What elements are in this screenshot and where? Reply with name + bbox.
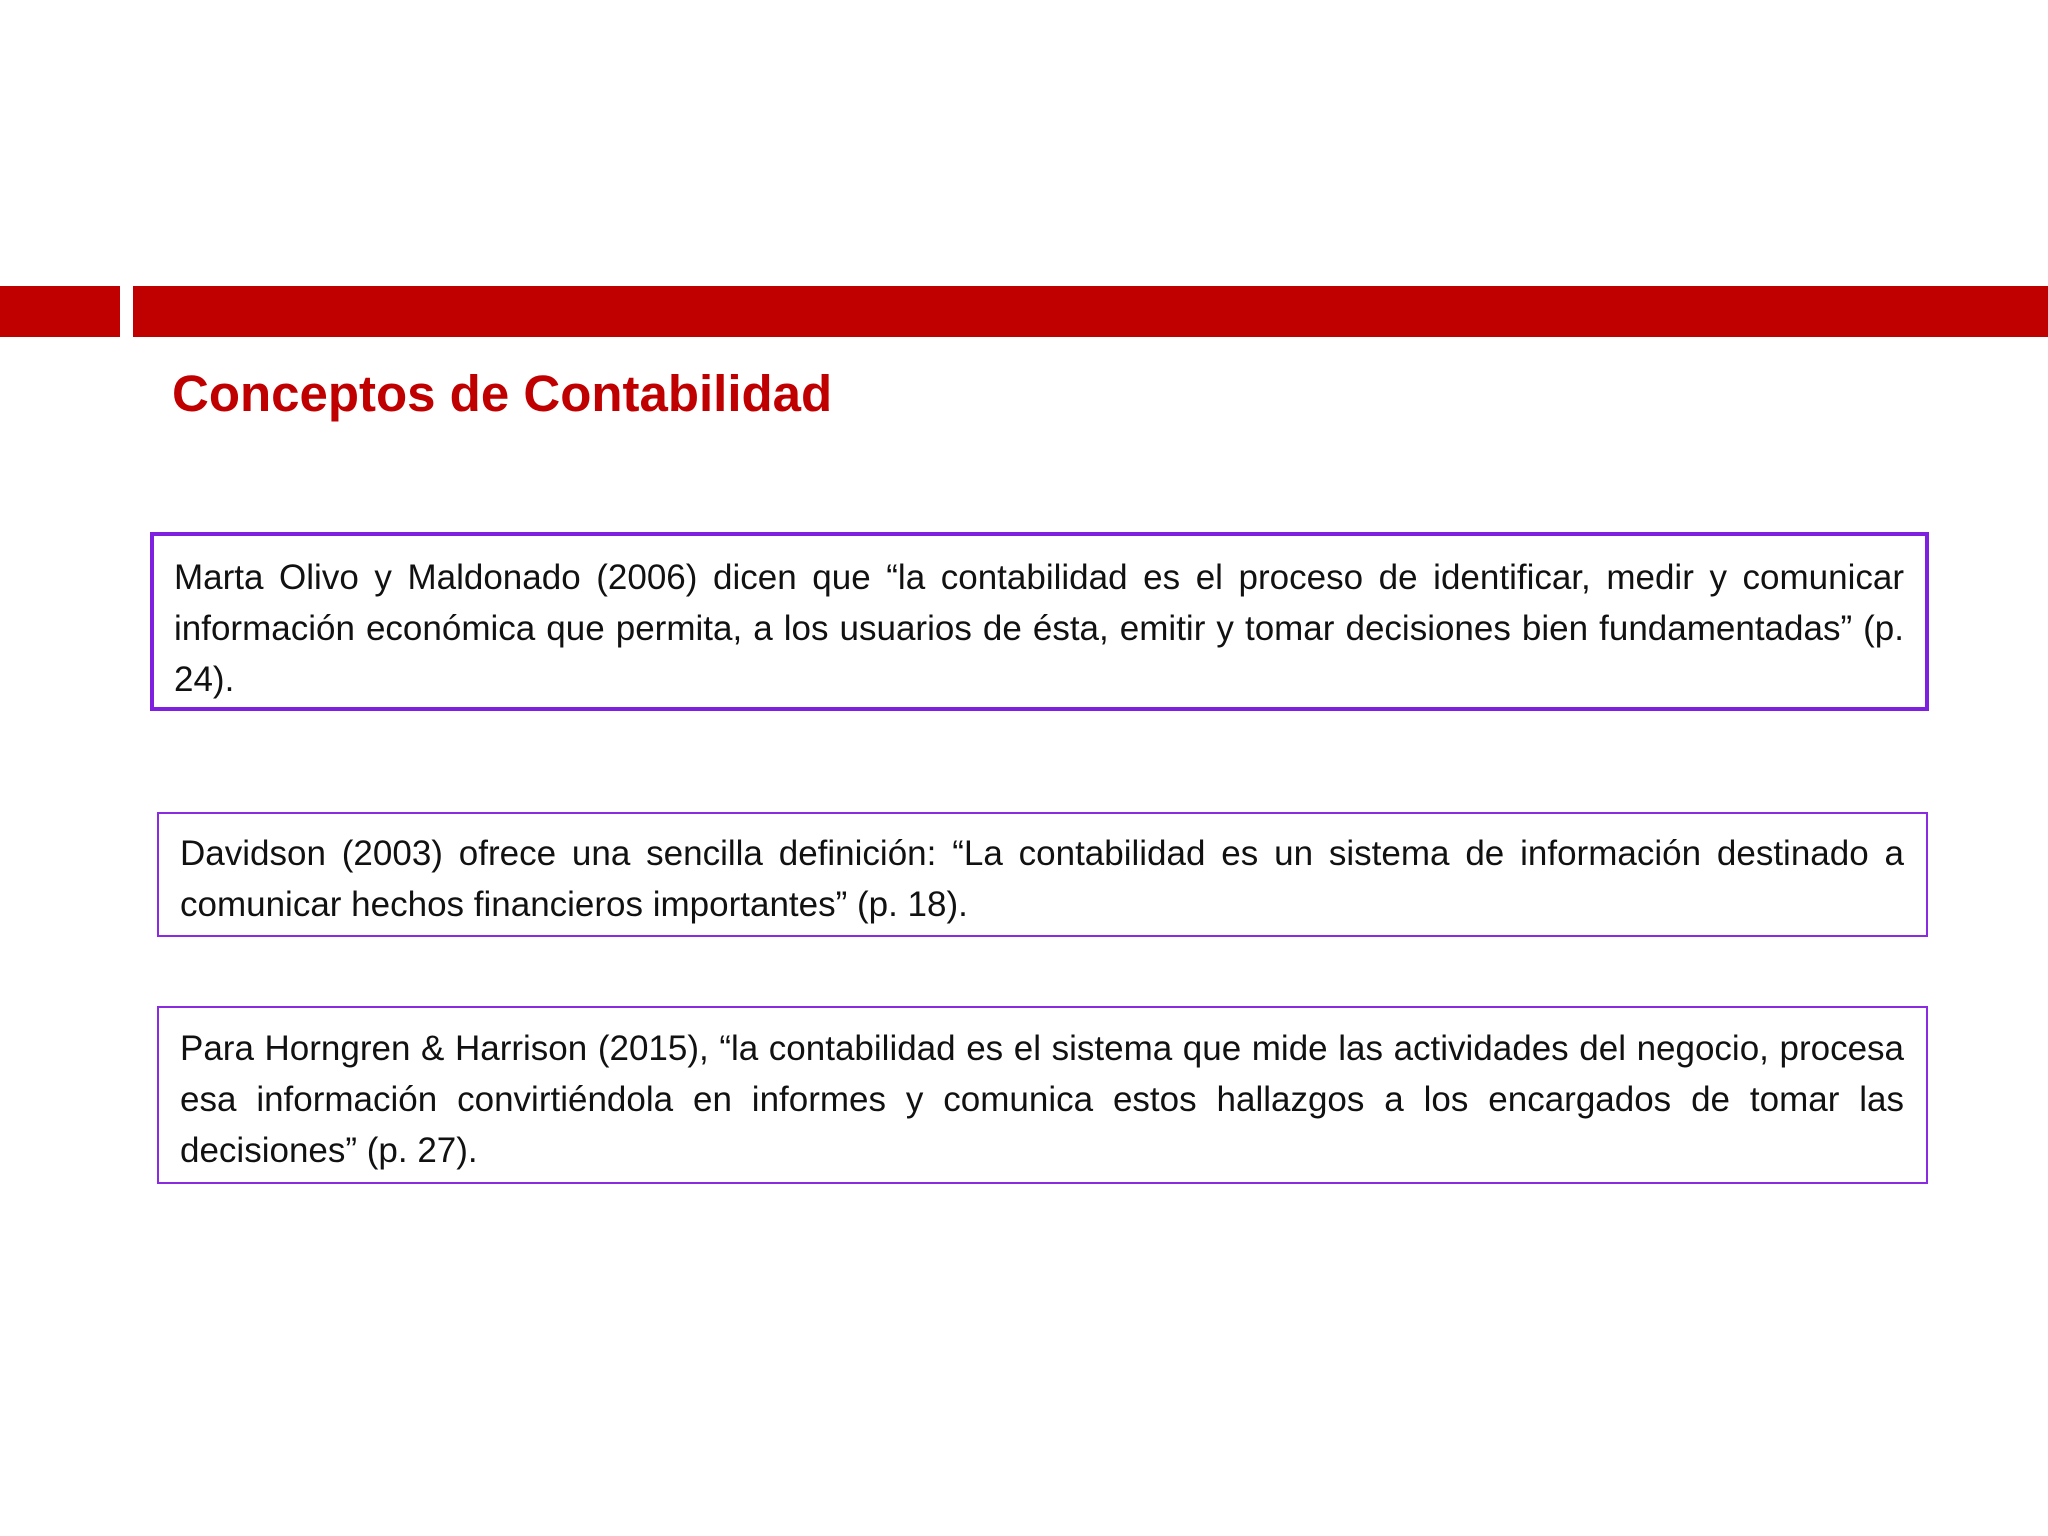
- slide-title: Conceptos de Contabilidad: [172, 365, 833, 422]
- quote-text: Para Horngren & Harrison (2015), “la contabilidad es el sistema que mide las actividades del negocio, procesa esa información convirtiéndola en informes y comunica estos hallazgos a los encargados de tomar las decisiones” (p. 27).: [180, 1029, 1904, 1170]
- quote-text: Davidson (2003) ofrece una sencilla definición: “La contabilidad es un sistema de información destinado a comunicar hechos financieros importantes” (p. 18).: [180, 834, 1904, 924]
- quote-box-olivo-maldonado: [150, 532, 1929, 711]
- quote-box-davidson: [157, 812, 1928, 937]
- quote-box-horngren-harrison: [157, 1006, 1928, 1184]
- header-accent-bar: [133, 286, 2048, 337]
- quote-text: Marta Olivo y Maldonado (2006) dicen que “la contabilidad es el proceso de identificar, medir y comunicar información económica que permita, a los usuarios de ésta, emitir y tomar decisiones bien fundamentadas” (p. 24).: [174, 558, 1904, 699]
- header-accent-bar-left: [0, 286, 120, 337]
